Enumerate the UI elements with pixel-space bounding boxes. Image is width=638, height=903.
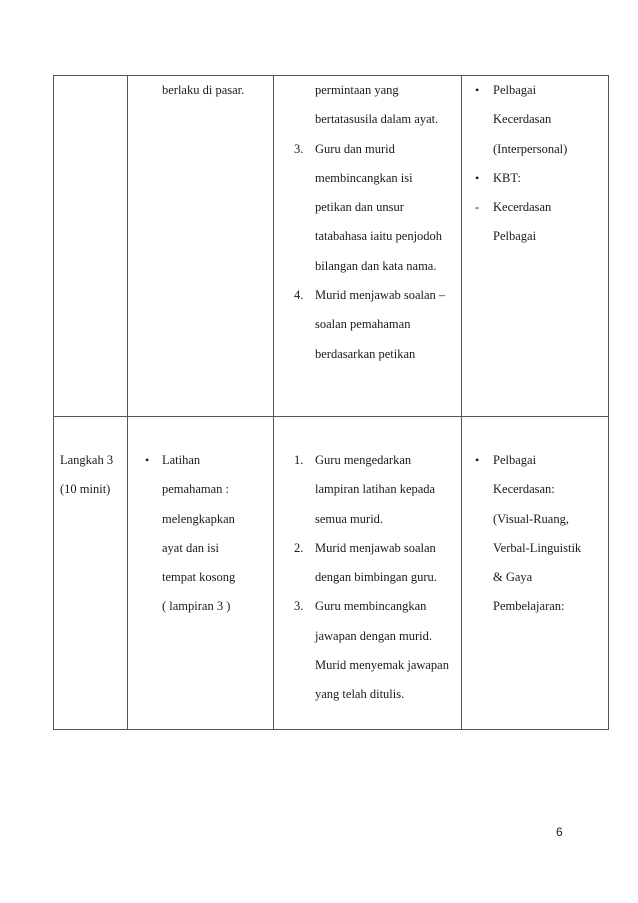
- notes-list: [462, 76, 608, 252]
- list-number: 1.: [294, 453, 304, 467]
- list-item-text: melengkapkan: [162, 511, 235, 526]
- list-item-text: tempat kosong: [162, 570, 236, 585]
- list-item: [274, 446, 461, 534]
- list-item-text: Guru dan murid: [315, 141, 395, 156]
- lesson-plan-table: [53, 75, 609, 730]
- list-item-text: dengan bimbingan guru.: [315, 570, 437, 585]
- list-item: [274, 135, 461, 281]
- content-text: berlaku di pasar.: [162, 83, 245, 97]
- list-item-text: Murid menyemak jawapan: [315, 658, 449, 673]
- content-list: [128, 417, 273, 622]
- list-item-text: bilangan dan kata nama.: [315, 258, 437, 273]
- list-item-text: tatabahasa iaitu penjodoh: [315, 229, 443, 244]
- list-item: [274, 592, 461, 709]
- step-cell: [54, 76, 128, 417]
- list-item: [274, 281, 461, 369]
- content-cell: [128, 417, 274, 730]
- list-item-text: lampiran latihan kepada: [315, 482, 436, 497]
- list-item-text: (Visual-Ruang,: [493, 511, 569, 526]
- list-item-text: Pembelajaran:: [493, 599, 565, 614]
- list-item-text: berdasarkan petikan: [315, 346, 416, 361]
- activity-list: [274, 417, 461, 710]
- list-item: [462, 164, 608, 193]
- table-row: [54, 76, 609, 417]
- list-number: 2.: [294, 540, 304, 555]
- list-item: [462, 446, 608, 622]
- list-item-text: semua murid.: [315, 511, 384, 526]
- step-cell: [54, 417, 128, 730]
- list-item-text: Verbal-Linguistik: [493, 540, 582, 555]
- list-item-text: petikan dan unsur: [315, 200, 404, 215]
- activity-list: [274, 76, 461, 369]
- bullet-icon: •: [475, 83, 480, 97]
- list-item-text: pemahaman :: [162, 482, 229, 497]
- activity-cell: [274, 417, 462, 730]
- list-item: [128, 446, 273, 622]
- step-label: (10 minit): [60, 482, 111, 497]
- bullet-icon: •: [145, 453, 150, 467]
- list-item-text: yang telah ditulis.: [315, 687, 405, 702]
- list-item: [462, 193, 608, 252]
- list-item-text: ayat dan isi: [162, 540, 219, 555]
- notes-cell: [462, 417, 609, 730]
- list-item-text: ( lampiran 3 ): [162, 599, 231, 614]
- list-item-text: Kecerdasan: [493, 200, 552, 215]
- list-item-text: Pelbagai: [493, 453, 537, 467]
- dash-marker: -: [475, 200, 480, 215]
- list-item-text: Guru membincangkan: [315, 599, 427, 614]
- list-number: 3.: [294, 141, 304, 156]
- list-item-text: Pelbagai: [493, 83, 537, 97]
- step-text: [54, 417, 127, 505]
- list-item-text: (Interpersonal): [493, 141, 568, 156]
- list-item: [274, 534, 461, 593]
- notes-list: [462, 417, 608, 622]
- activity-cell: [274, 76, 462, 417]
- list-item-text: Latihan: [162, 453, 201, 467]
- list-number: 3.: [294, 599, 304, 614]
- list-item: [462, 76, 608, 164]
- list-item-text: Kecerdasan: [493, 112, 552, 127]
- list-item-text: Murid menjawab soalan: [315, 540, 436, 555]
- step-label: Langkah 3: [60, 453, 114, 467]
- list-item-text: bertatasusila dalam ayat.: [315, 112, 439, 127]
- list-item-text: jawapan dengan murid.: [315, 628, 432, 643]
- content-cell: [128, 76, 274, 417]
- notes-cell: [462, 76, 609, 417]
- list-item-text: Pelbagai: [493, 229, 537, 244]
- list-item-text: permintaan yang: [315, 83, 399, 97]
- list-number: 4.: [294, 288, 304, 303]
- list-item-text: soalan pemahaman: [315, 317, 411, 332]
- list-item-text: membincangkan isi: [315, 170, 413, 185]
- list-item-text: Guru mengedarkan: [315, 453, 412, 467]
- page-number: 6: [556, 825, 563, 839]
- list-item-text: & Gaya: [493, 570, 533, 585]
- list-item-text: KBT:: [493, 170, 521, 185]
- list-item-text: Murid menjawab soalan –: [315, 288, 446, 303]
- list-item-text: Kecerdasan:: [493, 482, 555, 497]
- table-row: [54, 417, 609, 730]
- bullet-icon: •: [475, 170, 480, 185]
- bullet-icon: •: [475, 453, 480, 467]
